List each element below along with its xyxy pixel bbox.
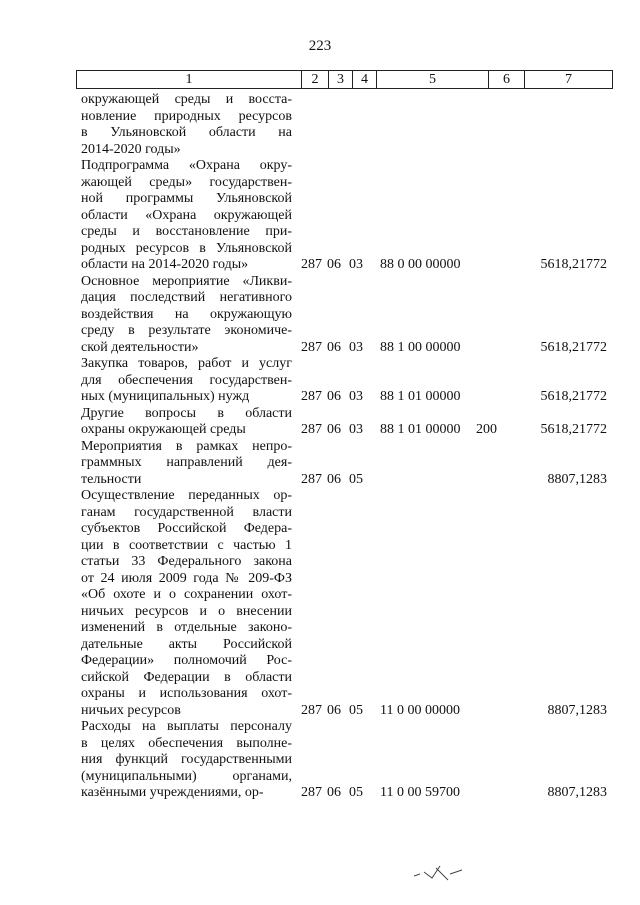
description-line: ничьих ресурсов и о внесении xyxy=(81,603,292,619)
table-row xyxy=(0,92,640,158)
description-line: Подпрограмма «Охрана окру- xyxy=(81,158,292,173)
header-col-3: 3 xyxy=(329,71,353,88)
description-line: в Ульяновской области на xyxy=(81,125,292,140)
description-line: охраны и использования охот- xyxy=(81,686,292,701)
header-col-4: 4 xyxy=(353,71,377,88)
description-line: жающей среды» государствен- xyxy=(81,174,292,190)
row-c4-value: 05 xyxy=(349,702,363,718)
row-description xyxy=(81,356,292,406)
row-c3-value: 06 xyxy=(327,389,341,404)
row-description xyxy=(81,274,292,357)
row-description xyxy=(81,406,292,439)
row-description xyxy=(81,488,292,719)
budget-table-body xyxy=(0,92,640,802)
row-c7-value: 5618,21772 xyxy=(540,339,607,355)
description-line: новление природных ресурсов xyxy=(81,108,292,124)
table-row xyxy=(0,356,640,406)
description-line: Закупка товаров, работ и услуг xyxy=(81,356,292,371)
description-line: изменений в отдельные законо- xyxy=(81,620,292,635)
description-line: тельности xyxy=(81,471,142,487)
table-row xyxy=(0,274,640,357)
description-line: среду в результате экономиче- xyxy=(81,323,292,338)
description-line: ской деятельности» xyxy=(81,339,199,355)
row-description xyxy=(81,719,292,802)
table-row xyxy=(0,158,640,274)
description-line: ганам государственной власти xyxy=(81,504,292,520)
table-row xyxy=(0,439,640,489)
row-description xyxy=(81,439,292,489)
row-c3-value: 06 xyxy=(327,471,341,487)
row-c3-value: 06 xyxy=(327,257,341,272)
description-line: «Об охоте и о сохранении охот- xyxy=(81,587,292,602)
row-c5-value: 11 0 00 00000 xyxy=(380,702,460,718)
description-line: ных (муниципальных) нужд xyxy=(81,389,250,404)
row-c4-value: 03 xyxy=(349,422,363,437)
description-line: воздействия на окружающую xyxy=(81,306,292,322)
row-description xyxy=(81,92,292,158)
description-line: сийской Федерации в области xyxy=(81,669,292,685)
description-line: Расходы на выплаты персоналу xyxy=(81,719,292,734)
handwritten-mark xyxy=(410,856,470,886)
table-row xyxy=(0,719,640,802)
table-row xyxy=(0,488,640,719)
header-col-1: 1 xyxy=(77,71,302,88)
page-number: 223 xyxy=(308,38,332,54)
header-col-2: 2 xyxy=(302,71,329,88)
description-line: 2014-2020 годы» xyxy=(81,141,181,157)
table-row xyxy=(0,406,640,439)
header-col-5: 5 xyxy=(377,71,489,88)
description-line: среды и восстановление при- xyxy=(81,224,292,239)
row-c7-value: 5618,21772 xyxy=(540,257,607,272)
table-header-row xyxy=(76,70,613,89)
description-line: для обеспечения государствен- xyxy=(81,372,292,388)
row-c2-value: 287 xyxy=(301,471,322,487)
description-line: ции в соответствии с частью 1 xyxy=(81,537,292,553)
description-line: статьи 33 Федерального закона xyxy=(81,554,292,569)
row-c2-value: 287 xyxy=(301,702,322,718)
row-c5-value: 88 1 01 00000 xyxy=(380,422,461,437)
row-c2-value: 287 xyxy=(301,339,322,355)
header-col-7: 7 xyxy=(565,72,572,87)
description-line: Основное мероприятие «Ликви- xyxy=(81,273,292,289)
row-c7-value: 8807,1283 xyxy=(547,785,607,800)
row-c4-value: 05 xyxy=(349,471,363,487)
description-line: ния функций государственными xyxy=(81,752,292,767)
row-c4-value: 03 xyxy=(349,257,363,272)
row-c7-value: 5618,21772 xyxy=(540,422,607,437)
description-line: родных ресурсов в Ульяновской xyxy=(81,240,292,256)
row-c6-value: 200 xyxy=(476,422,497,437)
row-c2-value: 287 xyxy=(301,257,322,272)
description-line: Другие вопросы в области xyxy=(81,405,292,421)
description-line: дательные акты Российской xyxy=(81,636,292,652)
description-line: (муниципальными) органами, xyxy=(81,768,292,784)
row-description xyxy=(81,158,292,274)
description-line: казёнными учреждениями, ор- xyxy=(81,785,264,800)
row-c7-value: 8807,1283 xyxy=(547,702,607,718)
row-c2-value: 287 xyxy=(301,389,322,404)
row-c2-value: 287 xyxy=(301,422,322,437)
row-c4-value: 03 xyxy=(349,339,363,355)
row-c7-value: 8807,1283 xyxy=(547,471,607,487)
header-col-6: 6 xyxy=(489,71,525,88)
row-c4-value: 03 xyxy=(349,389,363,404)
description-line: охраны окружающей среды xyxy=(81,422,246,437)
description-line: в целях обеспечения выполне- xyxy=(81,735,292,751)
description-line: области «Охрана окружающей xyxy=(81,207,292,223)
description-line: субъектов Российской Федера- xyxy=(81,521,292,536)
description-line: дация последствий негативного xyxy=(81,290,292,305)
description-line: ной программы Ульяновской xyxy=(81,191,292,206)
row-c3-value: 06 xyxy=(327,422,341,437)
row-c4-value: 05 xyxy=(349,785,363,800)
row-c5-value: 88 1 01 00000 xyxy=(380,389,461,404)
row-c7-value: 5618,21772 xyxy=(540,389,607,404)
row-c5-value: 88 1 00 00000 xyxy=(380,339,461,355)
description-line: области на 2014-2020 годы» xyxy=(81,257,249,272)
description-line: Осуществление переданных ор- xyxy=(81,488,292,503)
row-c2-value: 287 xyxy=(301,785,322,800)
row-c3-value: 06 xyxy=(327,702,341,718)
description-line: Федерации» полномочий Рос- xyxy=(81,653,292,668)
description-line: от 24 июля 2009 года № 209-ФЗ xyxy=(81,570,292,586)
row-c3-value: 06 xyxy=(327,785,341,800)
description-line: ничьих ресурсов xyxy=(81,702,181,718)
row-c5-value: 88 0 00 00000 xyxy=(380,257,461,272)
row-c5-value: 11 0 00 59700 xyxy=(380,785,460,800)
description-line: граммных направлений дея- xyxy=(81,455,292,470)
description-line: Мероприятия в рамках непро- xyxy=(81,438,292,454)
description-line: окружающей среды и восста- xyxy=(81,92,292,107)
row-c3-value: 06 xyxy=(327,339,341,355)
